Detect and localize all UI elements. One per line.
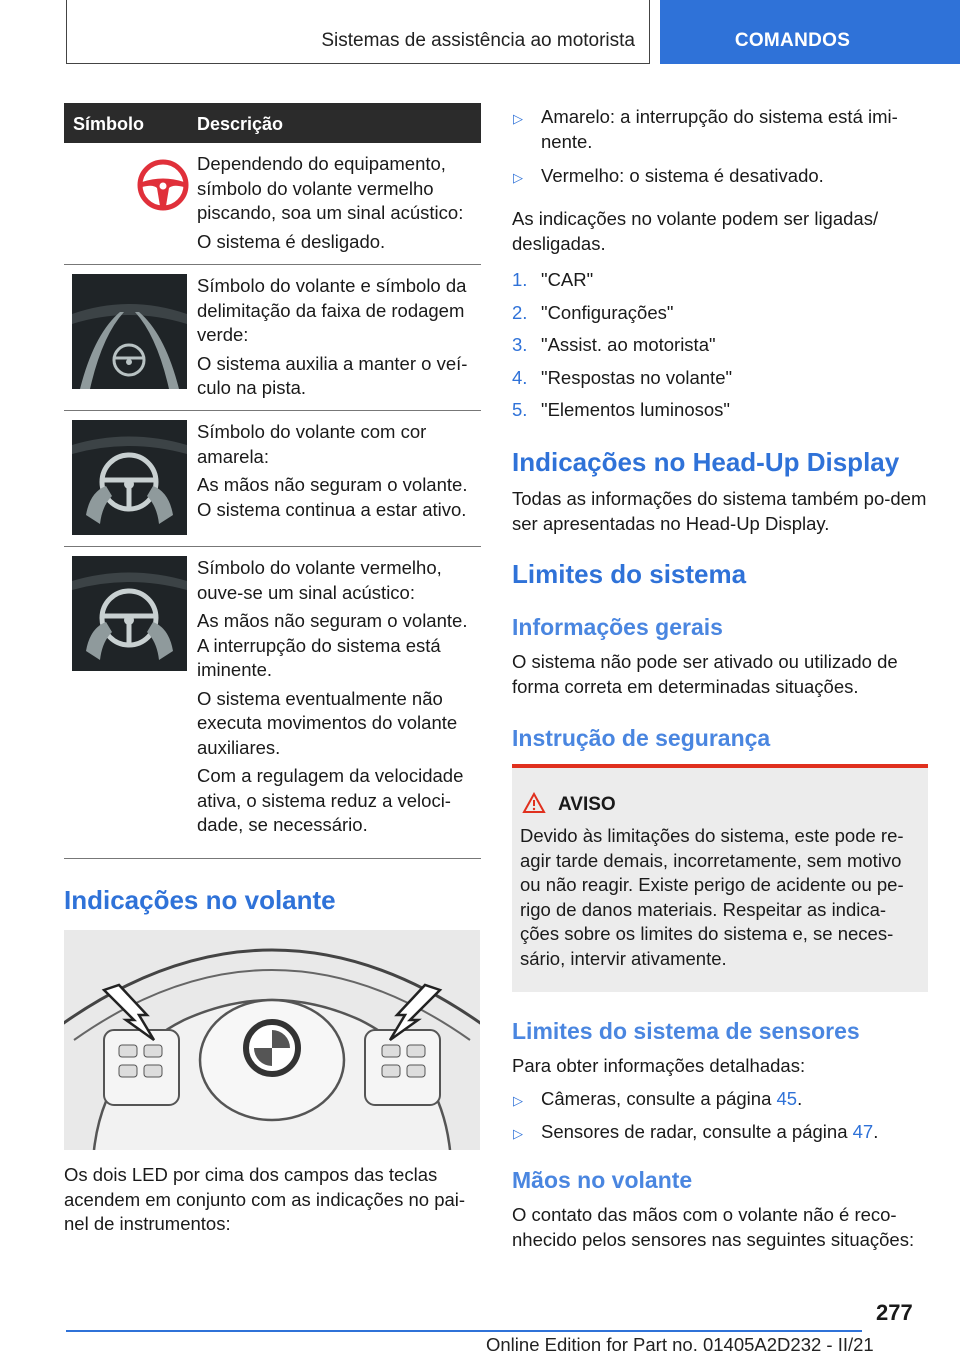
list-item [512, 1120, 928, 1145]
footer-divider [66, 1330, 862, 1332]
list-item [512, 164, 928, 189]
col-symbol-header: Símbolo [73, 114, 144, 134]
hands-on-wheel-red-image [72, 556, 187, 671]
list-item-text: Amarelo: a interrupção do sistema está imi-nente. [541, 106, 898, 152]
step-text: "Assist. ao motorista" [541, 334, 716, 355]
step-item [512, 333, 928, 358]
wheel-indications-text: Os dois LED por cima dos campos das teclas acendem em conjunto com as indicações no pai-nel de instrumentos: [64, 1164, 466, 1234]
sensor-list [512, 1087, 928, 1144]
step-number: 5. [512, 399, 528, 420]
heading-safety: Instrução de segurança [512, 725, 771, 751]
chapter-tab-label: COMANDOS [734, 30, 851, 51]
row-text: Dependendo do equipamento, símbolo do volante vermelho piscando, soa um sinal acústico: [197, 153, 464, 223]
hud-text: Todas as informações do sistema também po-dem ser apresentadas no Head-Up Display. [512, 488, 927, 534]
triangle-bullet-icon: ▷ [513, 170, 523, 185]
list-item-end: . [873, 1120, 879, 1142]
list-item-text: Sensores de radar, consulte a página [541, 1120, 853, 1142]
step-number: 1. [512, 269, 528, 290]
row-text: Símbolo do volante com cor amarela: [197, 421, 427, 467]
step-text: "Respostas no volante" [541, 366, 733, 388]
table-row [64, 143, 481, 265]
row-description [197, 274, 479, 405]
row-text: Símbolo do volante e símbolo da delimitação da faixa de rodagem verde: [197, 275, 467, 345]
row-description [197, 420, 479, 526]
page-link-radar[interactable]: 47 [852, 1120, 874, 1142]
general-info-text: O sistema não pode ser ativado ou utilizado de forma correta em determinadas situações. [512, 651, 898, 697]
table-row [64, 265, 481, 411]
symbol-table [64, 103, 481, 859]
list-item-text: Câmeras, consulte a página [541, 1088, 777, 1109]
step-text: "CAR" [541, 269, 594, 290]
row-text: Símbolo do volante vermelho, ouve-se um sinal acústico: [197, 557, 442, 603]
step-item [512, 301, 928, 326]
steering-wheel-red-icon [136, 158, 190, 212]
list-item [512, 1087, 928, 1112]
heading-wheel-indications: Indicações no volante [64, 885, 336, 915]
step-text: "Configurações" [541, 301, 674, 323]
step-item [512, 398, 928, 423]
row-text: Com a regulagem da velocidade ativa, o sistema reduz a veloci-dade, se necessário. [197, 765, 464, 835]
hands-on-wheel-yellow-image [72, 420, 187, 535]
table-row [64, 547, 481, 859]
triangle-bullet-icon: ▷ [513, 1093, 523, 1108]
heading-sensor-limits: Limites do sistema de sensores [512, 1018, 860, 1044]
settings-intro: As indicações no volante podem ser ligadas/ desligadas. [512, 208, 879, 254]
row-text: As mãos não seguram o volante. A interrupção do sistema está iminente. [197, 610, 468, 680]
page-link-cameras[interactable]: 45 [776, 1088, 798, 1109]
list-item-text: Vermelho: o sistema é desativado. [541, 165, 824, 186]
step-text: "Elementos luminosos" [541, 399, 730, 420]
list-item [512, 105, 928, 154]
heading-system-limits: Limites do sistema [512, 559, 747, 589]
section-title: Sistemas de assistência ao motorista [321, 30, 635, 51]
page-number: 277 [876, 1300, 913, 1325]
step-number: 2. [512, 301, 528, 323]
table-header [64, 103, 481, 143]
warning-title: AVISO [558, 794, 616, 815]
row-text: As mãos não seguram o volante. O sistema continua a estar ativo. [197, 474, 468, 520]
step-item [512, 268, 928, 293]
heading-general-info: Informações gerais [512, 614, 723, 640]
heading-hands-on-wheel: Mãos no volante [512, 1167, 693, 1193]
row-description [197, 556, 479, 842]
warning-text: Devido às limitações do sistema, este pode re-agir tarde demais, incorretamente, sem motivo ou não reagir. Existe perigo de acidente ou pe-rigo de danos materiais. Respeitar as indica-ções sobre os limites do sistema e, se neces-sário, intervir ativamente. [520, 825, 904, 969]
bullet-list-status [512, 105, 928, 189]
step-item [512, 366, 928, 391]
lane-steering-green-image [72, 274, 187, 389]
row-text: O sistema auxilia a manter o veí-culo na pista. [197, 352, 468, 398]
step-number: 4. [512, 366, 528, 388]
hands-text: O contato das mãos com o volante não é reco-nhecido pelos sensores nas seguintes situações: [512, 1204, 915, 1250]
triangle-bullet-icon: ▷ [513, 111, 523, 126]
warning-box [512, 764, 928, 992]
step-number: 3. [512, 334, 528, 355]
warning-triangle-icon [522, 792, 546, 814]
col-description-header: Descrição [197, 114, 284, 134]
sensors-intro: Para obter informações detalhadas: [512, 1055, 806, 1076]
triangle-bullet-icon: ▷ [513, 1125, 523, 1141]
heading-hud: Indicações no Head-Up Display [512, 447, 900, 477]
edition-text: Online Edition for Part no. 01405A2D232 - II/21 [486, 1334, 874, 1355]
row-text: O sistema eventualmente não executa movimentos do volante auxiliares. [197, 687, 458, 758]
settings-steps [512, 268, 928, 423]
header-section-box [66, 0, 650, 64]
chapter-tab[interactable] [660, 0, 960, 64]
steering-wheel-image [64, 930, 480, 1150]
table-row [64, 411, 481, 547]
row-text: O sistema é desligado. [197, 230, 386, 252]
list-item-end: . [797, 1088, 803, 1109]
row-description [197, 152, 479, 258]
